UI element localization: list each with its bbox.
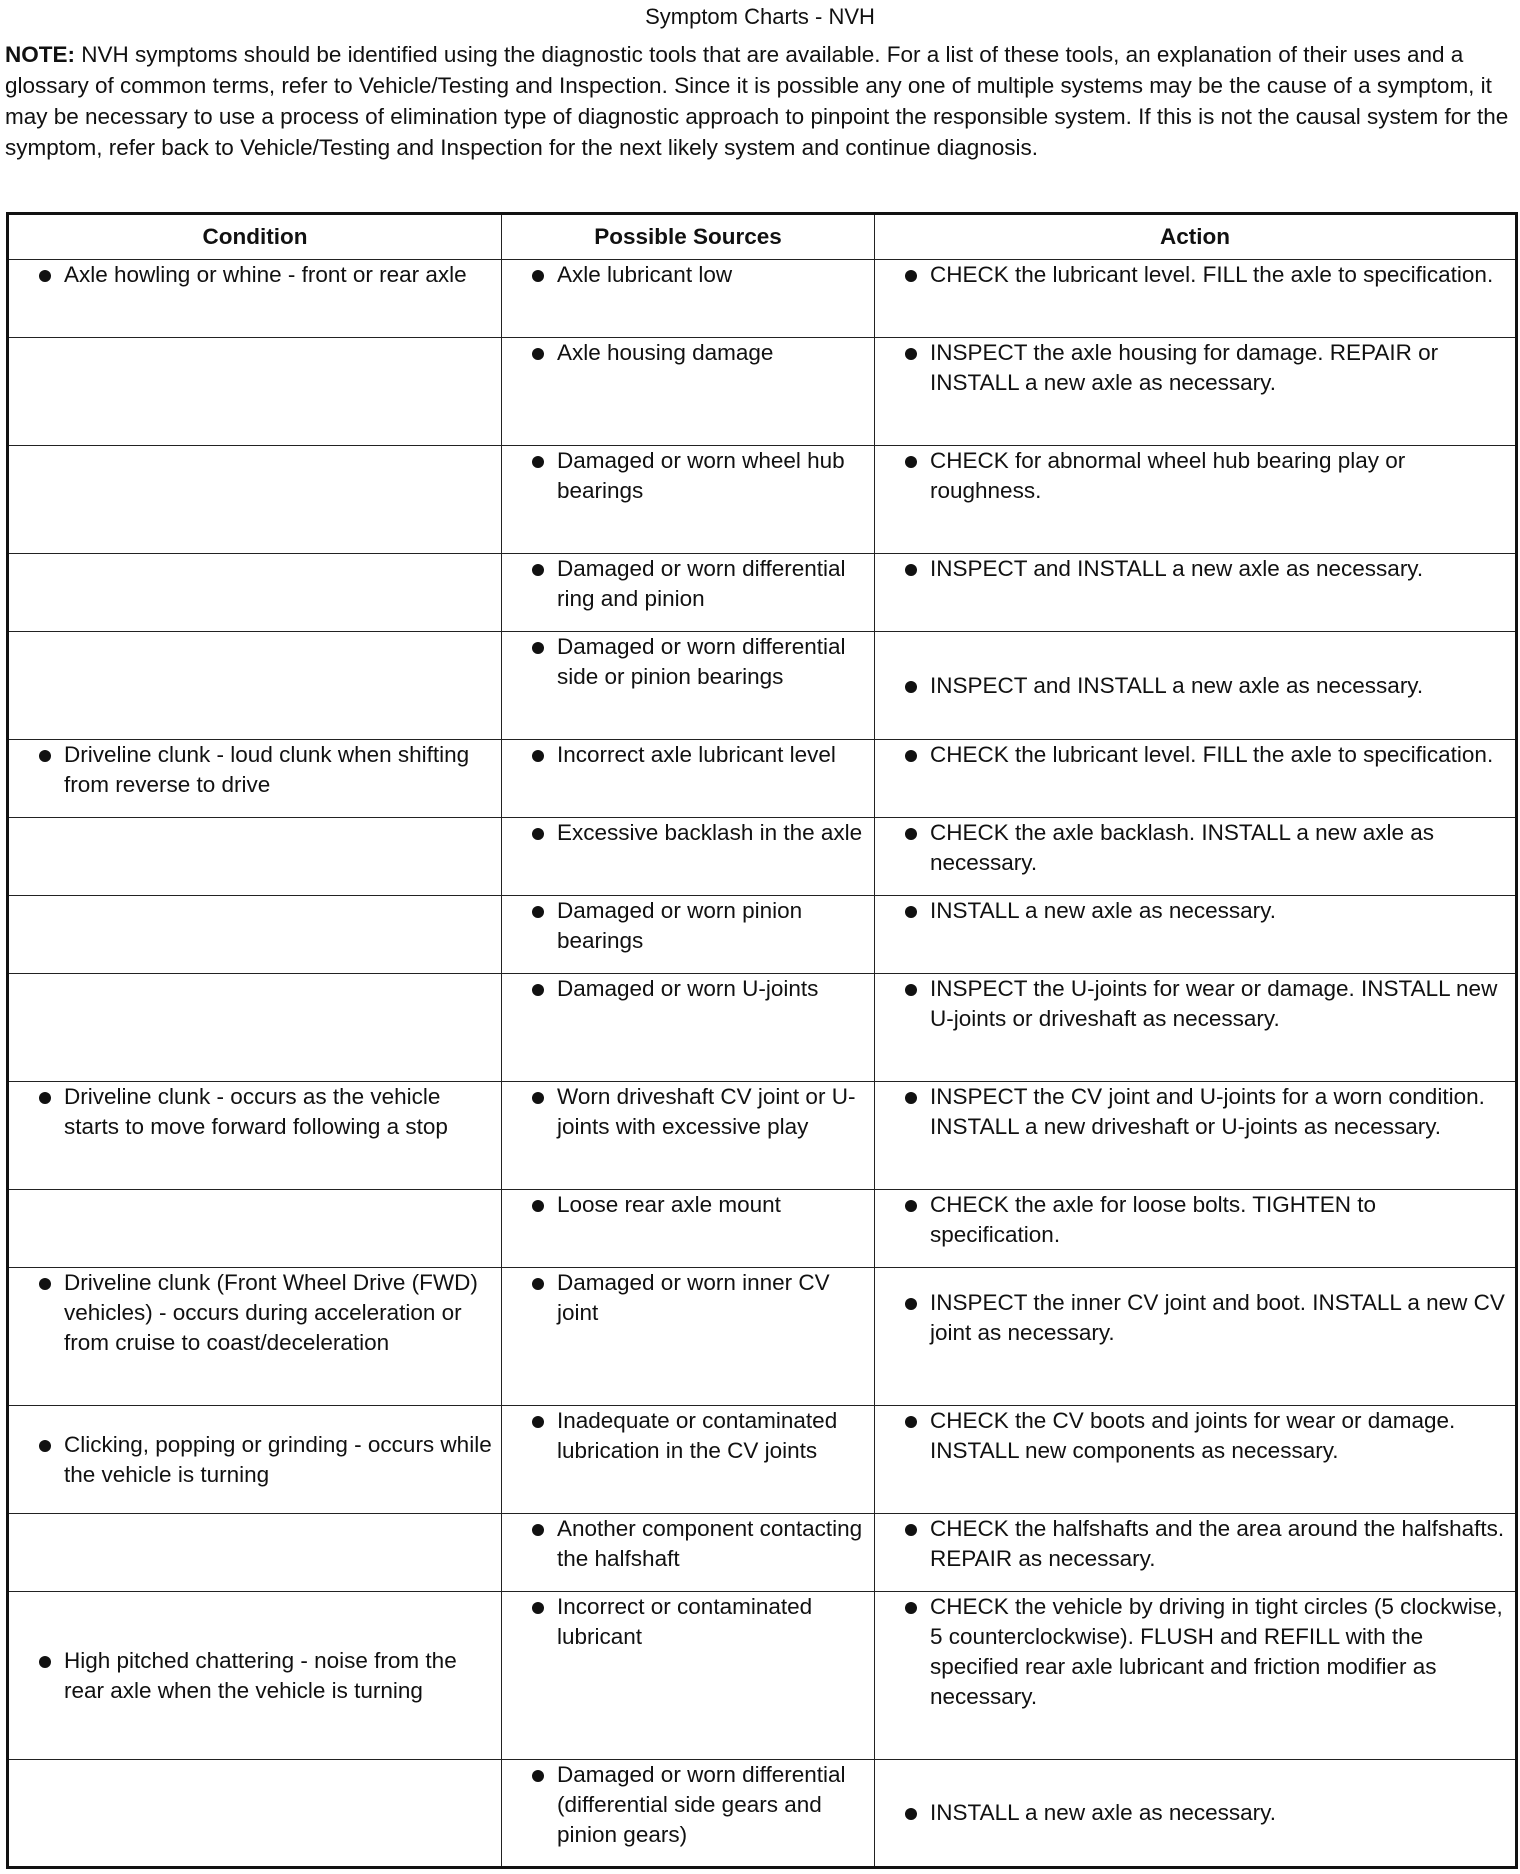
source-cell — [502, 632, 875, 740]
action-text: CHECK the CV boots and joints for wear or damage. INSTALL new components as necessary. — [883, 1406, 1507, 1466]
note-label: NOTE: — [5, 42, 75, 67]
table-row — [8, 974, 1517, 1082]
table-row — [8, 338, 1517, 446]
action-text: CHECK the axle for loose bolts. TIGHTEN to specification. — [883, 1190, 1507, 1250]
source-cell — [502, 338, 875, 446]
table-row — [8, 446, 1517, 554]
source-cell — [502, 446, 875, 554]
action-cell — [875, 1406, 1517, 1514]
condition-text: Clicking, popping or grinding - occurs while the vehicle is turning — [17, 1430, 493, 1490]
condition-cell — [8, 632, 502, 740]
table-row — [8, 1190, 1517, 1268]
source-cell — [502, 1082, 875, 1190]
source-text: Damaged or worn differential ring and pinion — [510, 554, 866, 614]
action-text: CHECK for abnormal wheel hub bearing play or roughness. — [883, 446, 1507, 506]
source-text: Damaged or worn inner CV joint — [510, 1268, 866, 1328]
condition-text: Axle howling or whine - front or rear axle — [17, 260, 493, 290]
action-text: INSPECT and INSTALL a new axle as necessary. — [883, 671, 1507, 701]
source-cell — [502, 260, 875, 338]
action-cell — [875, 974, 1517, 1082]
source-text: Loose rear axle mount — [510, 1190, 866, 1220]
table-row — [8, 632, 1517, 740]
condition-cell — [8, 1592, 502, 1760]
source-text: Incorrect axle lubricant level — [510, 740, 866, 770]
source-cell — [502, 1514, 875, 1592]
condition-cell — [8, 896, 502, 974]
source-text: Damaged or worn U-joints — [510, 974, 866, 1004]
source-text: Damaged or worn differential side or pinion bearings — [510, 632, 866, 692]
condition-cell — [8, 260, 502, 338]
condition-text: Driveline clunk - loud clunk when shifting from reverse to drive — [17, 740, 493, 800]
page-title: Symptom Charts - NVH — [645, 4, 875, 29]
action-cell — [875, 260, 1517, 338]
condition-text: Driveline clunk (Front Wheel Drive (FWD) vehicles) - occurs during acceleration or from cruise to coast/deceleration — [17, 1268, 493, 1358]
header-action: Action — [875, 214, 1517, 260]
action-text: INSTALL a new axle as necessary. — [883, 1798, 1507, 1828]
condition-cell — [8, 1268, 502, 1406]
table-row — [8, 260, 1517, 338]
source-cell — [502, 740, 875, 818]
note-paragraph — [5, 39, 1515, 163]
source-cell — [502, 1268, 875, 1406]
action-cell — [875, 1082, 1517, 1190]
action-cell — [875, 1592, 1517, 1760]
action-cell — [875, 338, 1517, 446]
action-cell — [875, 740, 1517, 818]
table-row — [8, 1268, 1517, 1406]
action-text: CHECK the lubricant level. FILL the axle to specification. — [883, 260, 1507, 290]
action-text: INSPECT the inner CV joint and boot. INSTALL a new CV joint as necessary. — [883, 1288, 1507, 1348]
action-text: CHECK the halfshafts and the area around the halfshafts. REPAIR as necessary. — [883, 1514, 1507, 1574]
condition-cell — [8, 1514, 502, 1592]
header-condition: Condition — [8, 214, 502, 260]
condition-text: Driveline clunk - occurs as the vehicle starts to move forward following a stop — [17, 1082, 493, 1142]
action-cell — [875, 632, 1517, 740]
action-cell — [875, 1190, 1517, 1268]
action-cell — [875, 1760, 1517, 1868]
table-row — [8, 1760, 1517, 1868]
source-cell — [502, 554, 875, 632]
action-text: INSPECT the axle housing for damage. REPAIR or INSTALL a new axle as necessary. — [883, 338, 1507, 398]
action-cell — [875, 1268, 1517, 1406]
source-text: Damaged or worn wheel hub bearings — [510, 446, 866, 506]
table-row — [8, 1592, 1517, 1760]
header-possible-sources: Possible Sources — [502, 214, 875, 260]
condition-cell — [8, 1406, 502, 1514]
condition-cell — [8, 1190, 502, 1268]
source-text: Damaged or worn differential (differential side gears and pinion gears) — [510, 1760, 866, 1850]
table-row — [8, 896, 1517, 974]
source-cell — [502, 1406, 875, 1514]
source-text: Inadequate or contaminated lubrication in the CV joints — [510, 1406, 866, 1466]
table-row — [8, 554, 1517, 632]
source-cell — [502, 974, 875, 1082]
table-row — [8, 1082, 1517, 1190]
source-text: Excessive backlash in the axle — [510, 818, 866, 848]
action-cell — [875, 1514, 1517, 1592]
condition-cell — [8, 818, 502, 896]
table-row — [8, 818, 1517, 896]
condition-cell — [8, 554, 502, 632]
action-text: INSPECT and INSTALL a new axle as necessary. — [883, 554, 1507, 584]
action-text: INSPECT the U-joints for wear or damage. INSTALL new U-joints or driveshaft as necessary. — [883, 974, 1507, 1034]
action-cell — [875, 554, 1517, 632]
action-text: INSPECT the CV joint and U-joints for a worn condition. INSTALL a new driveshaft or U-joints as necessary. — [883, 1082, 1507, 1142]
condition-cell — [8, 740, 502, 818]
source-text: Incorrect or contaminated lubricant — [510, 1592, 866, 1652]
source-cell — [502, 1592, 875, 1760]
condition-cell — [8, 974, 502, 1082]
action-cell — [875, 896, 1517, 974]
note-text: NVH symptoms should be identified using the diagnostic tools that are available. For a list of these tools, an explanation of their uses and a glossary of common terms, refer to Vehicle/Testing and Inspection. Since it is possible any one of multiple systems may be the cause of a symptom, it may be necessary to use a process of elimination type of diagnostic approach to pinpoint the responsible system. If this is not the causal system for the symptom, refer back to Vehicle/Testing and Inspection for the next likely system and continue diagnosis. — [5, 42, 1509, 160]
action-text: CHECK the lubricant level. FILL the axle to specification. — [883, 740, 1507, 770]
action-text: INSTALL a new axle as necessary. — [883, 896, 1507, 926]
source-cell — [502, 1760, 875, 1868]
table-header-row — [8, 214, 1517, 260]
action-cell — [875, 446, 1517, 554]
action-cell — [875, 818, 1517, 896]
condition-cell — [8, 338, 502, 446]
source-text: Axle housing damage — [510, 338, 866, 368]
source-text: Axle lubricant low — [510, 260, 866, 290]
table-row — [8, 740, 1517, 818]
source-text: Worn driveshaft CV joint or U-joints with excessive play — [510, 1082, 866, 1142]
source-cell — [502, 896, 875, 974]
condition-text: High pitched chattering - noise from the rear axle when the vehicle is turning — [17, 1646, 493, 1706]
condition-cell — [8, 1082, 502, 1190]
table-row — [8, 1406, 1517, 1514]
source-text: Damaged or worn pinion bearings — [510, 896, 866, 956]
source-cell — [502, 1190, 875, 1268]
table-row — [8, 1514, 1517, 1592]
symptom-chart-table — [6, 212, 1518, 1869]
action-text: CHECK the vehicle by driving in tight circles (5 clockwise, 5 counterclockwise). FLUSH and REFILL with the specified rear axle lubricant and friction modifier as necessary. — [883, 1592, 1507, 1712]
condition-cell — [8, 1760, 502, 1868]
source-text: Another component contacting the halfshaft — [510, 1514, 866, 1574]
source-cell — [502, 818, 875, 896]
action-text: CHECK the axle backlash. INSTALL a new axle as necessary. — [883, 818, 1507, 878]
condition-cell — [8, 446, 502, 554]
